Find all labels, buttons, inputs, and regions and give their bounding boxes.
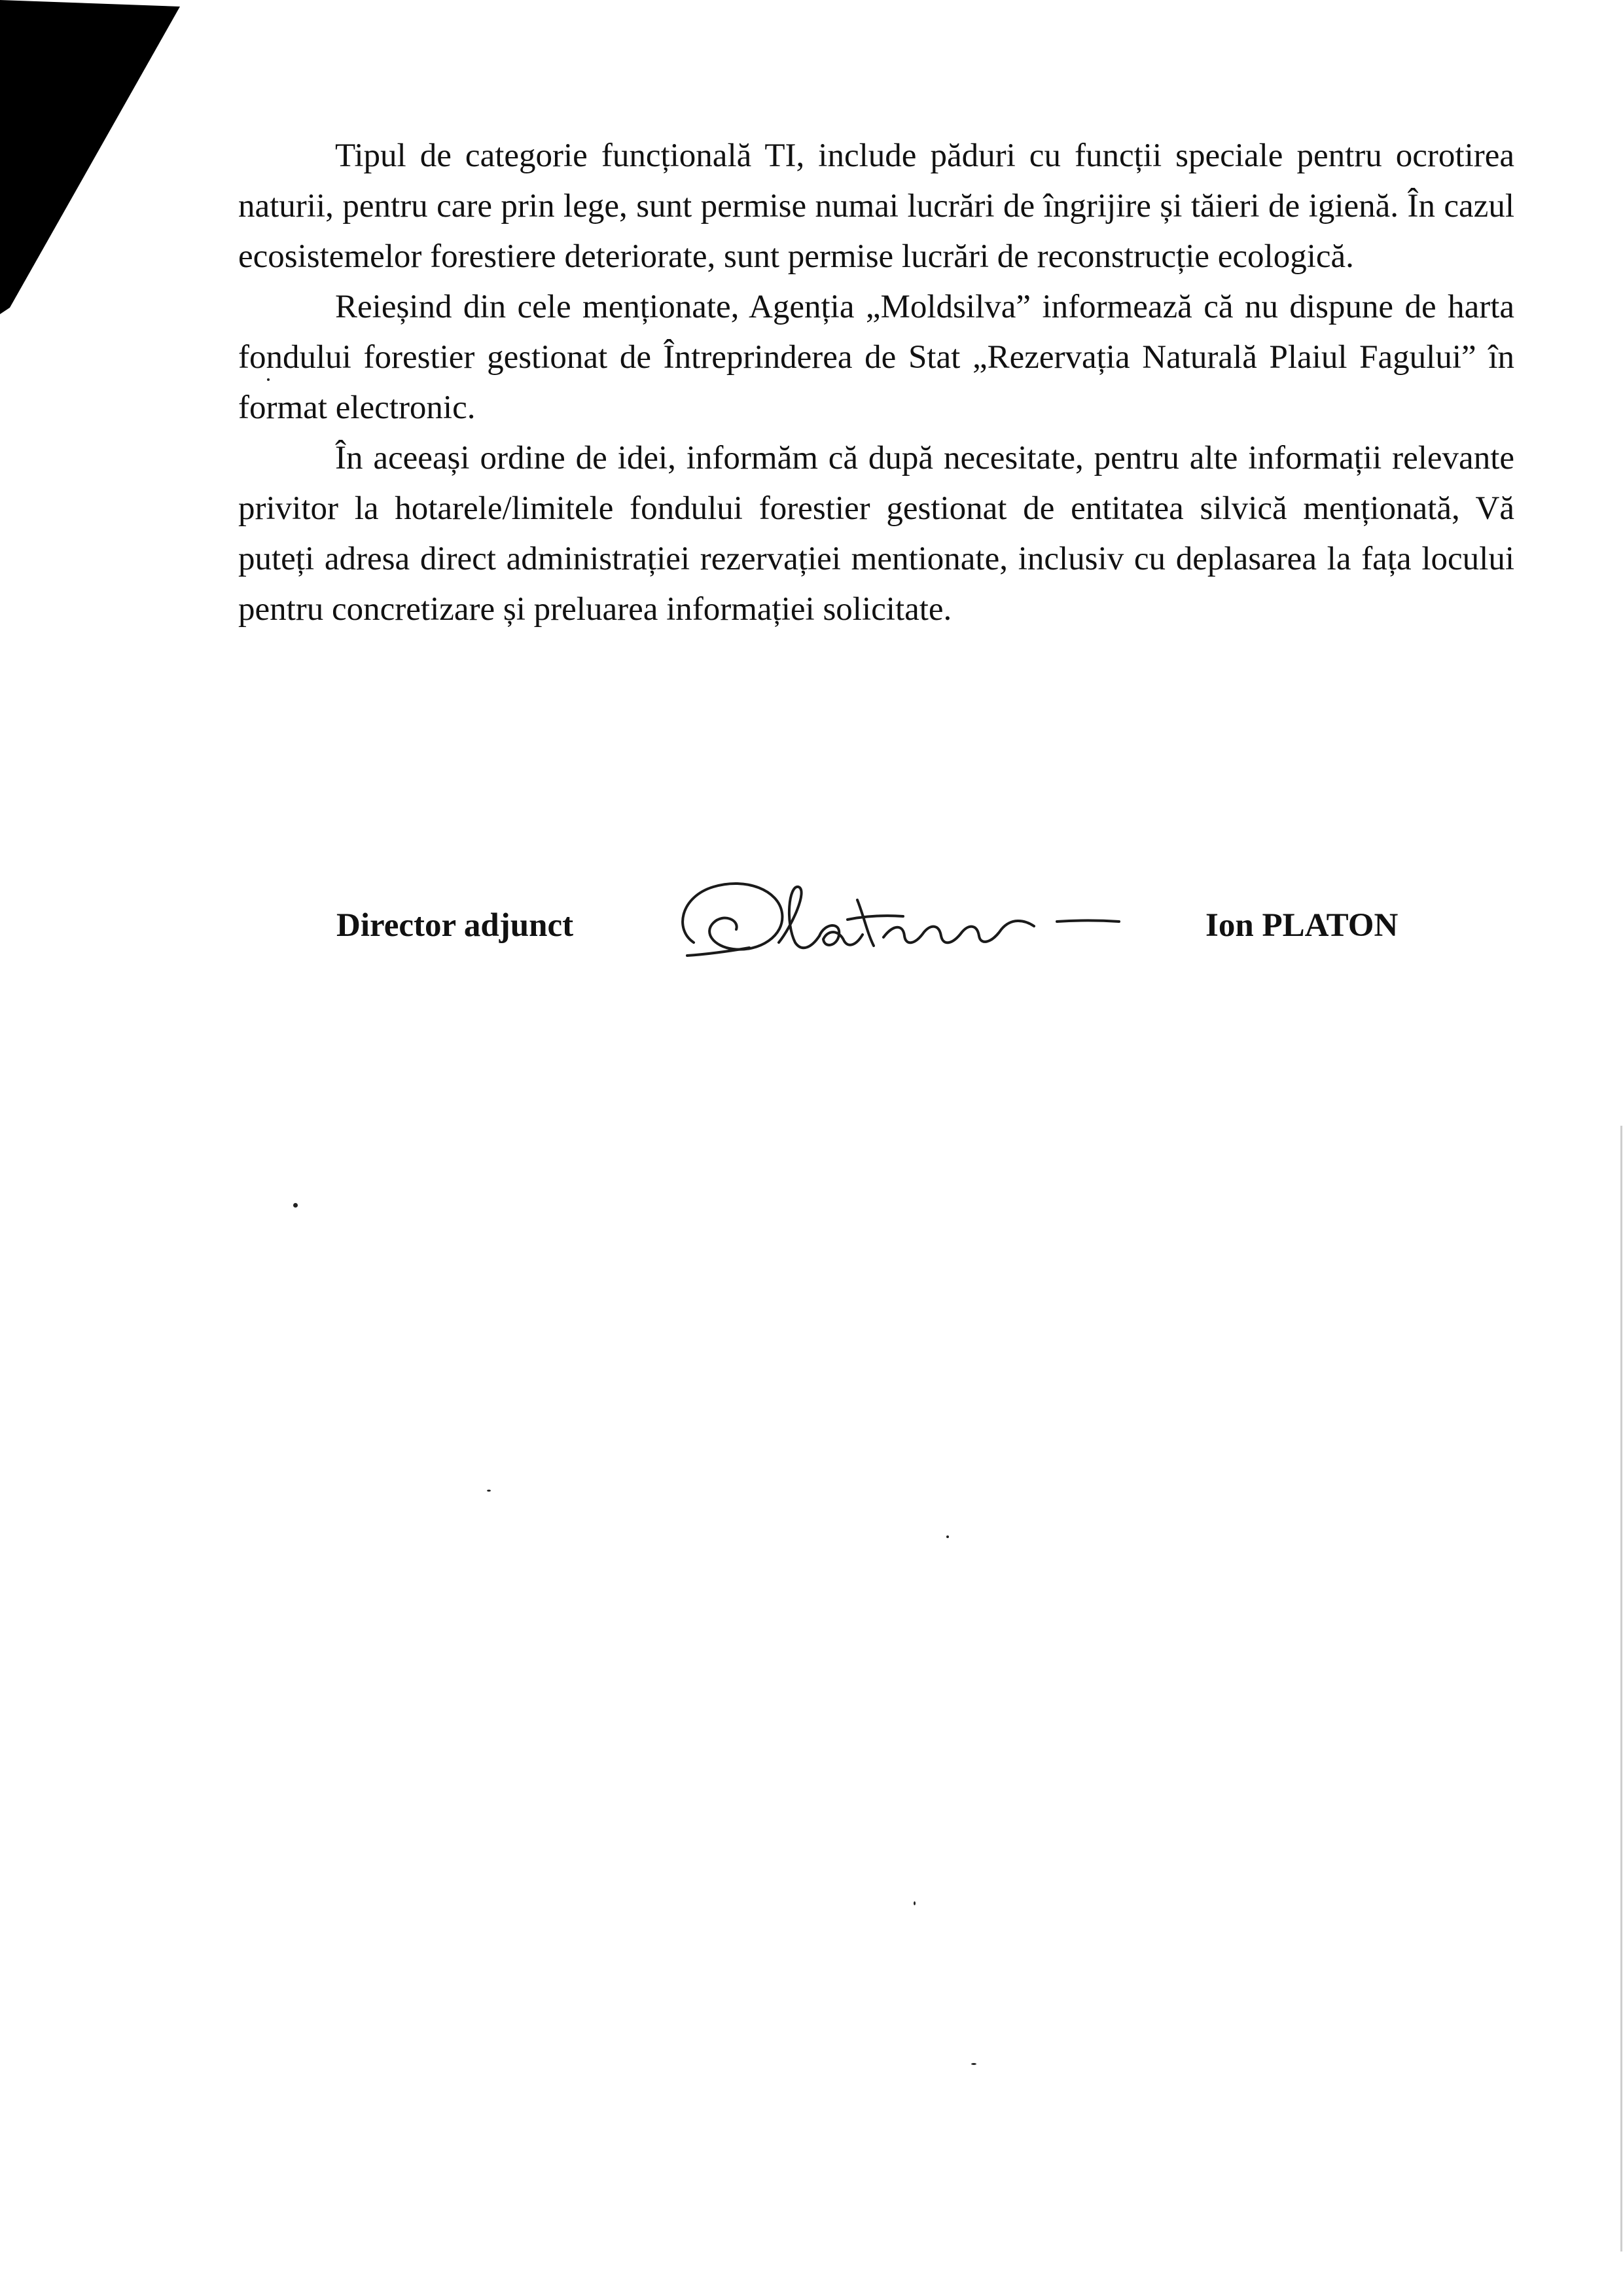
scan-speck [971, 2063, 976, 2065]
signatory-title: Director adjunct [336, 907, 574, 944]
handwritten-signature [668, 864, 1126, 975]
scan-speck [293, 1203, 298, 1208]
scan-speck [914, 1901, 916, 1905]
paragraph-functional-category: Tipul de categorie funcțională TI, include păduri cu funcții speciale pentru ocrotirea naturii, pentru care prin lege, sunt permise numai lucrări de îngrijire și tăieri de igienă. În cazul ecosistemelor forestiere deteriorate, sunt permise lucrări de reconstrucție ecologică. [238, 137, 1514, 275]
signature-block [0, 857, 1623, 988]
paragraph-further-information: În aceeași ordine de idei, informăm că după necesitate, pentru alte informații relevante privitor la hotarele/limitele fondului forestier gestionat de entitatea silvică menționată, Vă puteți adresa direct administrației rezervației mentionate, inclusiv cu deplasarea la fața locului pentru concretizare și preluarea informației solicitate. [238, 440, 1514, 628]
scan-corner-shadow [0, 0, 190, 314]
signatory-name: Ion PLATON [1205, 907, 1399, 944]
scan-speck [487, 1490, 491, 1492]
scan-speck [946, 1535, 949, 1538]
letter-body [238, 131, 1514, 635]
paragraph-map-availability: Reieșind din cele menționate, Agenția „Moldsilva” informează că nu dispune de harta fondului forestier gestionat de Întreprinderea de Stat „Rezervația Naturală Plaiul Fagului” în format electronic. [238, 289, 1514, 426]
scan-edge-line [1620, 1126, 1622, 2251]
